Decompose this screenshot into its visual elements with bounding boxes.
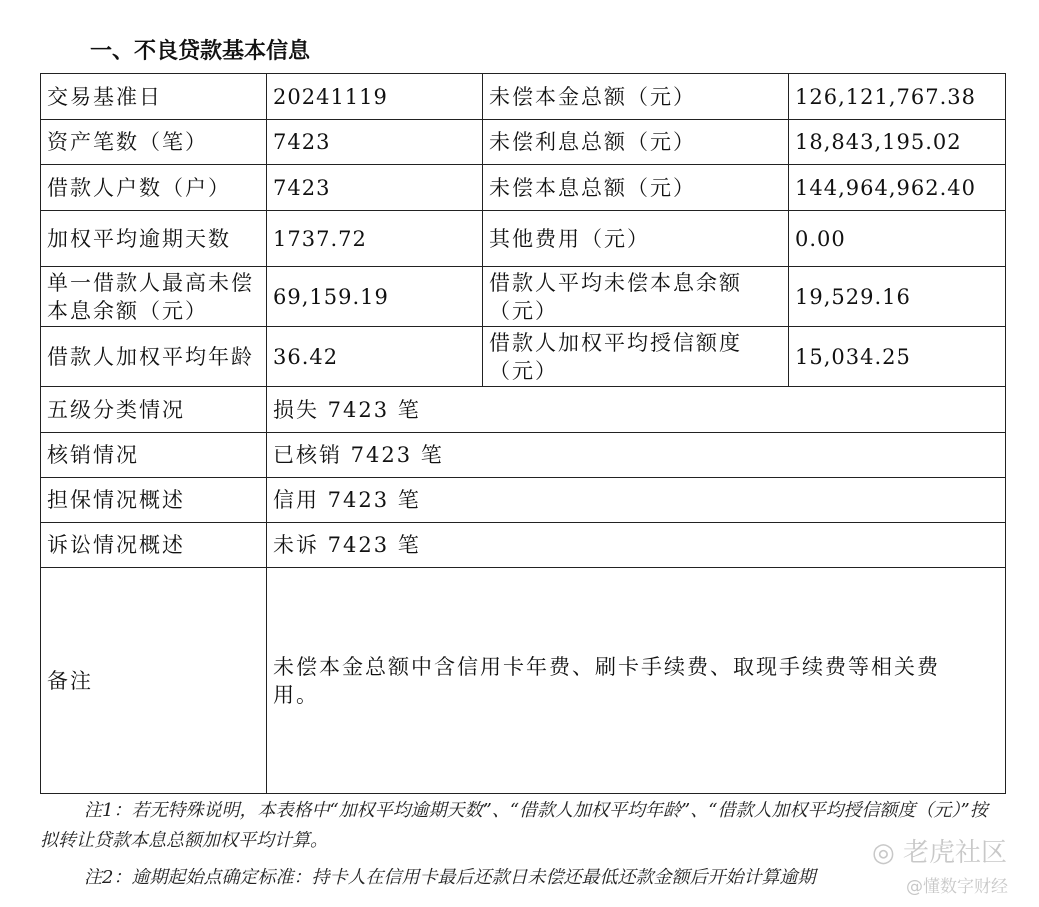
table-row <box>41 327 1006 387</box>
field-value: 7423 <box>267 165 483 211</box>
field-label: 五级分类情况 <box>41 387 267 433</box>
field-label: 核销情况 <box>41 433 267 478</box>
field-value: 126,121,767.38 <box>789 74 1006 120</box>
field-label: 未偿本金总额（元） <box>483 74 789 120</box>
table-row <box>41 267 1006 327</box>
field-value: 0.00 <box>789 211 1006 267</box>
table-row <box>41 433 1006 478</box>
field-value: 69,159.19 <box>267 267 483 327</box>
field-value: 18,843,195.02 <box>789 120 1006 165</box>
section-title: 一、不良贷款基本信息 <box>90 39 311 64</box>
table-row <box>41 478 1006 523</box>
table-row <box>41 568 1006 794</box>
field-label: 借款人加权平均授信额度（元） <box>483 327 789 387</box>
field-label: 备注 <box>41 568 267 794</box>
table-row <box>41 523 1006 568</box>
table-row <box>41 165 1006 211</box>
field-label: 交易基准日 <box>41 74 267 120</box>
table-row <box>41 387 1006 433</box>
field-label: 未偿本息总额（元） <box>483 165 789 211</box>
field-value: 7423 <box>267 120 483 165</box>
field-value: 36.42 <box>267 327 483 387</box>
watermark-author: @懂数字财经 <box>906 877 1008 897</box>
field-label: 借款人加权平均年龄 <box>41 327 267 387</box>
field-value: 未诉 7423 笔 <box>267 523 1006 568</box>
field-label: 未偿利息总额（元） <box>483 120 789 165</box>
field-label: 借款人平均未偿本息余额（元） <box>483 267 789 327</box>
field-value: 未偿本金总额中含信用卡年费、刷卡手续费、取现手续费等相关费用。 <box>267 568 1006 794</box>
field-value: 损失 7423 笔 <box>267 387 1006 433</box>
field-label: 诉讼情况概述 <box>41 523 267 568</box>
field-value: 144,964,962.40 <box>789 165 1006 211</box>
table-row <box>41 74 1006 120</box>
table-row <box>41 120 1006 165</box>
field-label: 担保情况概述 <box>41 478 267 523</box>
field-label: 单一借款人最高未偿本息余额（元） <box>41 267 267 327</box>
field-label: 加权平均逾期天数 <box>41 211 267 267</box>
field-value: 信用 7423 笔 <box>267 478 1006 523</box>
note-2: 注2：逾期起始点确定标准：持卡人在信用卡最后还款日未偿还最低还款金额后开始计算逾期 <box>84 867 816 888</box>
table-row <box>41 211 1006 267</box>
watermark-logo: ◎ 老虎社区 <box>872 838 1007 868</box>
field-label: 其他费用（元） <box>483 211 789 267</box>
field-value: 已核销 7423 笔 <box>267 433 1006 478</box>
field-value: 20241119 <box>267 74 483 120</box>
field-label: 资产笔数（笔） <box>41 120 267 165</box>
field-value: 1737.72 <box>267 211 483 267</box>
field-label: 借款人户数（户） <box>41 165 267 211</box>
field-value: 19,529.16 <box>789 267 1006 327</box>
loan-info-table <box>40 73 1006 794</box>
note-1: 注1：若无特殊说明，本表格中“加权平均逾期天数”、“借款人加权平均年龄”、“借款人加权平均授信额度（元）”按拟转让贷款本息总额加权平均计算。 <box>40 800 988 851</box>
field-value: 15,034.25 <box>789 327 1006 387</box>
